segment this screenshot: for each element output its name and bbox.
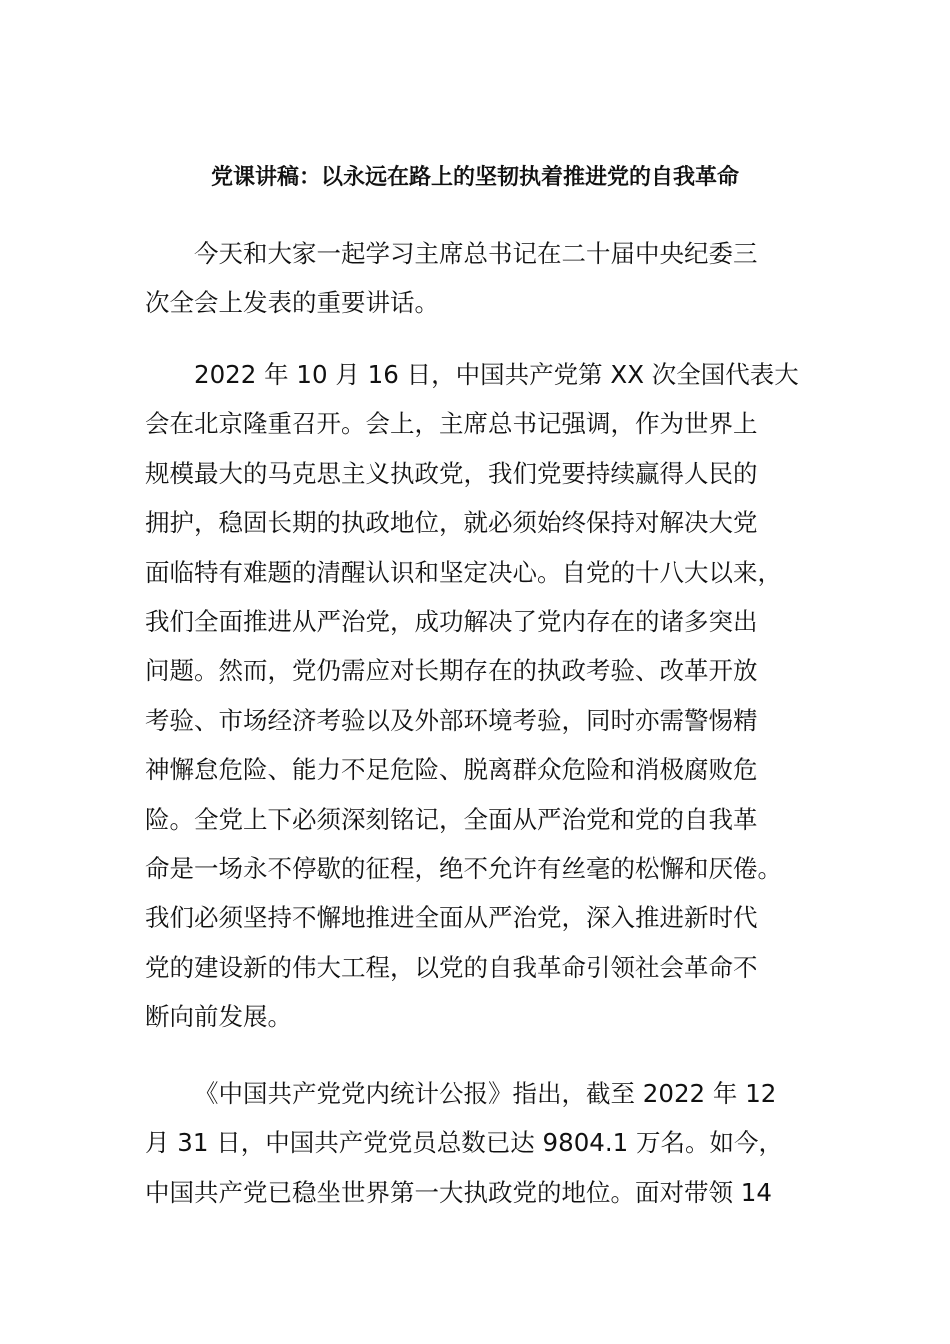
- paragraph-line: 我们必须坚持不懈地推进全面从严治党，深入推进新时代: [145, 903, 758, 933]
- paragraph-2: [145, 350, 805, 1041]
- paragraph-line: 次全会上发表的重要讲话。: [145, 288, 439, 318]
- paragraph-line: 《中国共产党党内统计公报》指出，截至 2022 年 12: [194, 1079, 777, 1108]
- paragraph-line: 神懈怠危险、能力不足危险、脱离群众危险和消极腐败危: [145, 755, 758, 785]
- paragraph-line: 断向前发展。: [145, 1002, 292, 1032]
- paragraph-line: 月 31 日，中国共产党党员总数已达 9804.1 万名。如今，: [145, 1128, 784, 1158]
- paragraph-line: 问题。然而，党仍需应对长期存在的执政考验、改革开放: [145, 656, 758, 686]
- paragraph-line: 今天和大家一起学习主席总书记在二十届中央纪委三: [194, 239, 758, 268]
- document-title: 党课讲稿：以永远在路上的坚韧执着推进党的自我革命: [210, 165, 739, 190]
- paragraph-line: 考验、市场经济考验以及外部环境考验，同时亦需警惕精: [145, 705, 758, 735]
- paragraph-line: 党的建设新的伟大工程，以党的自我革命引领社会革命不: [145, 952, 758, 982]
- paragraph-line: 规模最大的马克思主义执政党，我们党要持续赢得人民的: [145, 458, 758, 488]
- paragraph-line: 险。全党上下必须深刻铭记，全面从严治党和党的自我革: [145, 804, 758, 834]
- paragraph-line: 命是一场永不停歇的征程，绝不允许有丝毫的松懈和厌倦。: [145, 853, 782, 883]
- paragraph-line: 面临特有难题的清醒认识和坚定决心。自党的十八大以来，: [145, 557, 782, 587]
- paragraph-3: [145, 1069, 805, 1217]
- paragraph-1: [145, 229, 805, 328]
- paragraph-line: 2022 年 10 月 16 日，中国共产党第 XX 次全国代表大: [194, 360, 799, 389]
- paragraph-line: 我们全面推进从严治党，成功解决了党内存在的诸多突出: [145, 606, 758, 636]
- paragraph-line: 中国共产党已稳坐世界第一大执政党的地位。面对带领 14: [145, 1177, 772, 1207]
- paragraph-line: 拥护，稳固长期的执政地位，就必须始终保持对解决大党: [145, 508, 758, 538]
- paragraph-line: 会在北京隆重召开。会上，主席总书记强调，作为世界上: [145, 409, 758, 439]
